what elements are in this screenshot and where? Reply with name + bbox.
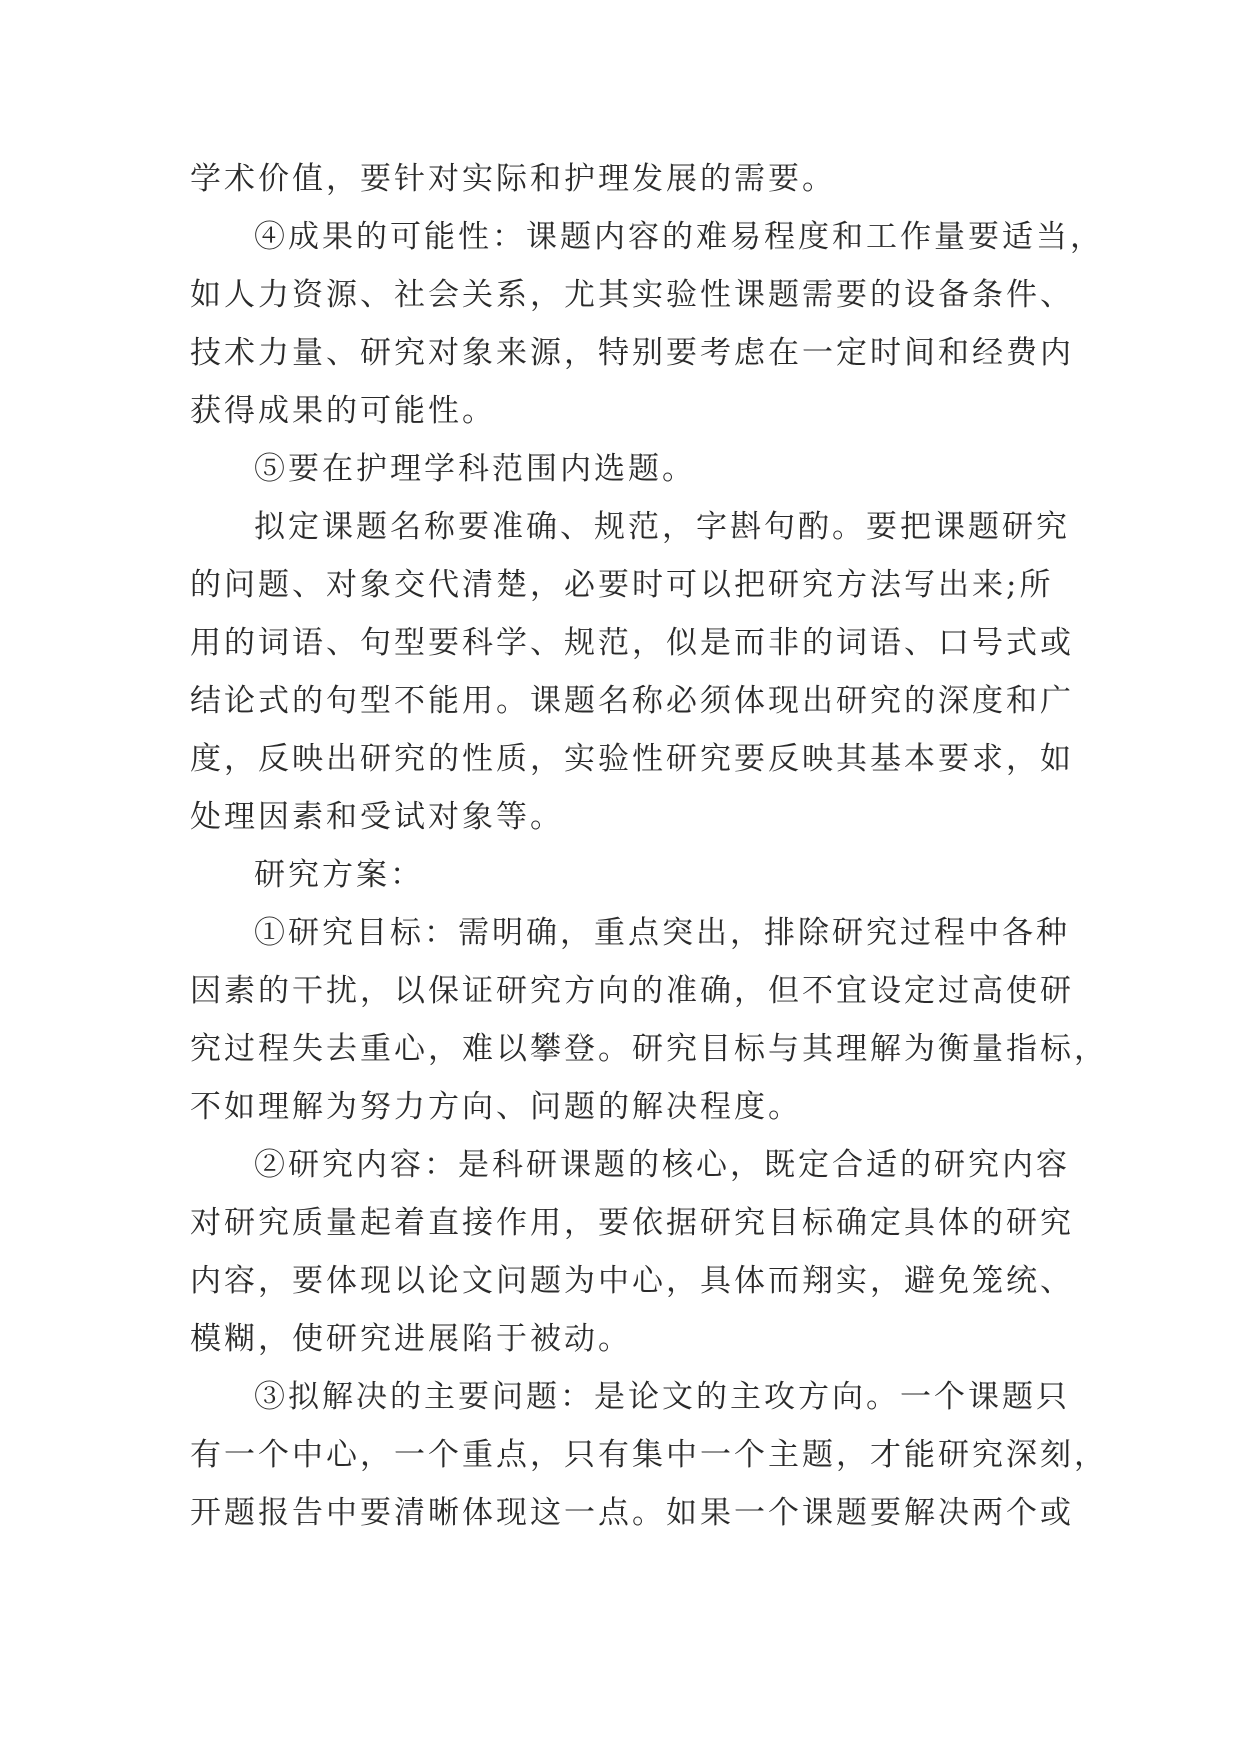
- text-line-8: 的问题、对象交代清楚，必要时可以把研究方法写出来;所: [190, 567, 1054, 603]
- text-line-16: 究过程失去重心，难以攀登。研究目标与其理解为衡量指标，: [190, 1031, 1108, 1067]
- text-line-10: 结论式的句型不能用。课题名称必须体现出研究的深度和广: [190, 683, 1074, 719]
- text-line-24: 开题报告中要清晰体现这一点。如果一个课题要解决两个或: [190, 1495, 1074, 1531]
- text-line-19: 对研究质量起着直接作用，要依据研究目标确定具体的研究: [190, 1205, 1074, 1241]
- document-body: [190, 150, 1108, 1542]
- text-line-22: ③拟解决的主要问题：是论文的主攻方向。一个课题只: [254, 1379, 1070, 1415]
- text-line-17: 不如理解为努力方向、问题的解决程度。: [190, 1089, 802, 1125]
- text-line-23: 有一个中心，一个重点，只有集中一个主题，才能研究深刻，: [190, 1437, 1108, 1473]
- text-line-20: 内容，要体现以论文问题为中心，具体而翔实，避免笼统、: [190, 1263, 1074, 1299]
- text-line-7: 拟定课题名称要准确、规范，字斟句酌。要把课题研究: [254, 509, 1070, 545]
- text-line-21: 模糊，使研究进展陷于被动。: [190, 1321, 632, 1357]
- text-line-2: ④成果的可能性：课题内容的难易程度和工作量要适当，: [254, 219, 1104, 255]
- text-line-12: 处理因素和受试对象等。: [190, 799, 564, 835]
- text-line-11: 度，反映出研究的性质，实验性研究要反映其基本要求，如: [190, 741, 1074, 777]
- text-line-15: 因素的干扰，以保证研究方向的准确，但不宜设定过高使研: [190, 973, 1074, 1009]
- text-line-9: 用的词语、句型要科学、规范，似是而非的词语、口号式或: [190, 625, 1074, 661]
- text-line-5: 获得成果的可能性。: [190, 393, 496, 429]
- text-line-6: ⑤要在护理学科范围内选题。: [254, 451, 696, 487]
- text-line-18: ②研究内容：是科研课题的核心，既定合适的研究内容: [254, 1147, 1070, 1183]
- text-line-14: ①研究目标：需明确，重点突出，排除研究过程中各种: [254, 915, 1070, 951]
- text-line-1: 学术价值，要针对实际和护理发展的需要。: [190, 161, 836, 197]
- section-heading-research-plan: 研究方案：: [254, 857, 424, 893]
- text-line-3: 如人力资源、社会关系，尤其实验性课题需要的设备条件、: [190, 277, 1074, 313]
- text-line-4: 技术力量、研究对象来源，特别要考虑在一定时间和经费内: [190, 335, 1074, 371]
